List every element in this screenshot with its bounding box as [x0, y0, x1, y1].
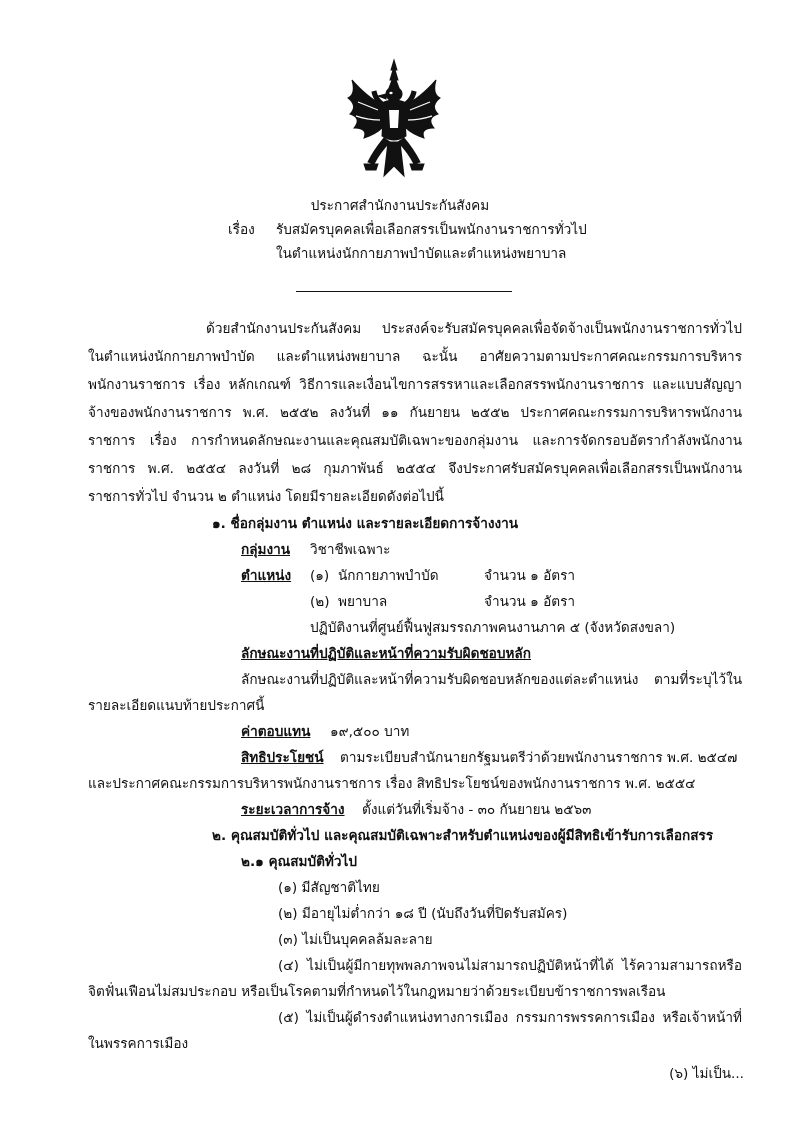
intro-line: พนักงานราชการ เรื่อง หลักเกณฑ์ วิธีการและเงื่อนไขการสรรหาและเลือกสรรพนักงานราชการ และแบบสัญญา: [88, 377, 742, 393]
section-2-heading: ๒. คุณสมบัติทั่วไป และคุณสมบัติเฉพาะสำหรับตำแหน่งของผู้มีสิทธิเข้ารับการเลือกสรร: [212, 828, 714, 844]
position-label: ตำแหน่ง: [241, 568, 292, 584]
duty-line: ลักษณะงานที่ปฏิบัติและหน้าที่ความรับผิดชอบหลักของแต่ละตำแหน่ง ตามที่ระบุไว้ใน: [241, 672, 742, 688]
intro-line: ราชการทั่วไป จำนวน ๒ ตำแหน่ง โดยมีรายละเอียดดังต่อไปนี้: [88, 489, 444, 505]
qualification-item: (๒) มีอายุไม่ต่ำกว่า ๑๘ ปี (นับถึงวันที่ปิดรับสมัคร): [278, 906, 568, 922]
period-value: ตั้งแต่วันที่เริ่มจ้าง - ๓๐ กันยายน ๒๕๖๓: [362, 802, 592, 818]
section-2-1-heading: ๒.๑ คุณสมบัติทั่วไป: [241, 854, 357, 870]
benefit-line: และประกาศคณะกรรมการบริหารพนักงานราชการ เรื่อง สิทธิประโยชน์ของพนักงานราชการ พ.ศ. ๒๕๕๔: [88, 776, 696, 792]
qualification-item-continued: ในพรรคการเมือง: [88, 1036, 189, 1052]
intro-line: จ้างของพนักงานราชการ พ.ศ. ๒๕๕๒ ลงวันที่ ๑๑ กันยายน ๒๕๕๒ ประกาศคณะกรรมการบริหารพนักงาน: [88, 405, 742, 421]
subject-label: เรื่อง: [228, 222, 255, 238]
workplace: ปฏิบัติงานที่ศูนย์ฟื้นฟูสมรรถภาพคนงานภาค ๕ (จังหวัดสงขลา): [310, 620, 676, 636]
section-1-heading: ๑. ชื่อกลุ่มงาน ตำแหน่ง และรายละเอียดการจ้างงาน: [212, 516, 519, 532]
pay-value: ๑๙,๕๐๐ บาท: [330, 724, 410, 740]
duty-line: รายละเอียดแนบท้ายประกาศนี้: [88, 698, 265, 714]
qualification-item: (๑) มีสัญชาติไทย: [278, 880, 380, 896]
title-divider: [296, 291, 512, 292]
period-label: ระยะเวลาการจ้าง: [241, 802, 345, 818]
subject-line-2: ในตำแหน่งนักกายภาพบำบัดและตำแหน่งพยาบาล: [276, 246, 567, 262]
position-no: (๒): [310, 594, 330, 610]
benefit-line: ตามระเบียบสำนักนายกรัฐมนตรีว่าด้วยพนักงานราชการ พ.ศ. ๒๕๔๗: [340, 750, 738, 766]
intro-line: ราชการ เรื่อง การกำหนดลักษณะงานและคุณสมบัติเฉพาะของกลุ่มงาน และการจัดกรอบอัตรากำลังพนักงาน: [88, 433, 742, 449]
garuda-emblem-icon: [344, 58, 444, 182]
position-no: (๑): [310, 568, 330, 584]
intro-line: ด้วยสำนักงานประกันสังคม ประสงค์จะรับสมัครบุคคลเพื่อจัดจ้างเป็นพนักงานราชการทั่วไป: [206, 321, 742, 337]
qualification-item: (๕) ไม่เป็นผู้ดำรงตำแหน่งทางการเมือง กรรมการพรรคการเมือง หรือเจ้าหน้าที่: [278, 1010, 742, 1026]
subject-line-1: รับสมัครบุคคลเพื่อเลือกสรรเป็นพนักงานราชการทั่วไป: [276, 222, 587, 238]
position-count: จำนวน ๑ อัตรา: [484, 568, 576, 584]
pay-label: ค่าตอบแทน: [241, 724, 311, 740]
announcement-title: ประกาศสำนักงานประกันสังคม: [310, 198, 490, 214]
group-value: วิชาชีพเฉพาะ: [310, 542, 391, 558]
qualification-item: (๓) ไม่เป็นบุคคลล้มละลาย: [278, 932, 433, 948]
duty-heading: ลักษณะงานที่ปฏิบัติและหน้าที่ความรับผิดชอบหลัก: [241, 646, 531, 662]
position-count: จำนวน ๑ อัตรา: [484, 594, 576, 610]
benefit-label: สิทธิประโยชน์: [241, 750, 324, 766]
group-label: กลุ่มงาน: [241, 542, 291, 558]
position-name: นักกายภาพบำบัด: [338, 568, 439, 584]
qualification-item: (๔) ไม่เป็นผู้มีกายทุพพลภาพจนไม่สามารถปฏิบัติหน้าที่ได้ ไร้ความสามารถหรือ: [278, 958, 742, 974]
intro-line: ราชการ พ.ศ. ๒๕๕๔ ลงวันที่ ๒๘ กุมภาพันธ์ ๒๕๕๔ จึงประกาศรับสมัครบุคคลเพื่อเลือกสรรเป็นพนักงาน: [88, 461, 742, 477]
qualification-item-continued: จิตฟั่นเฟือนไม่สมประกอบ หรือเป็นโรคตามที่กำหนดไว้ในกฎหมายว่าด้วยระเบียบข้าราชการพลเรือน: [88, 984, 666, 1000]
page-continuation: (๖) ไม่เป็น...: [669, 1066, 744, 1082]
position-name: พยาบาล: [338, 594, 388, 610]
intro-line: ในตำแหน่งนักกายภาพบำบัด และตำแหน่งพยาบาล ฉะนั้น อาศัยความตามประกาศคณะกรรมการบริหาร: [88, 349, 742, 365]
